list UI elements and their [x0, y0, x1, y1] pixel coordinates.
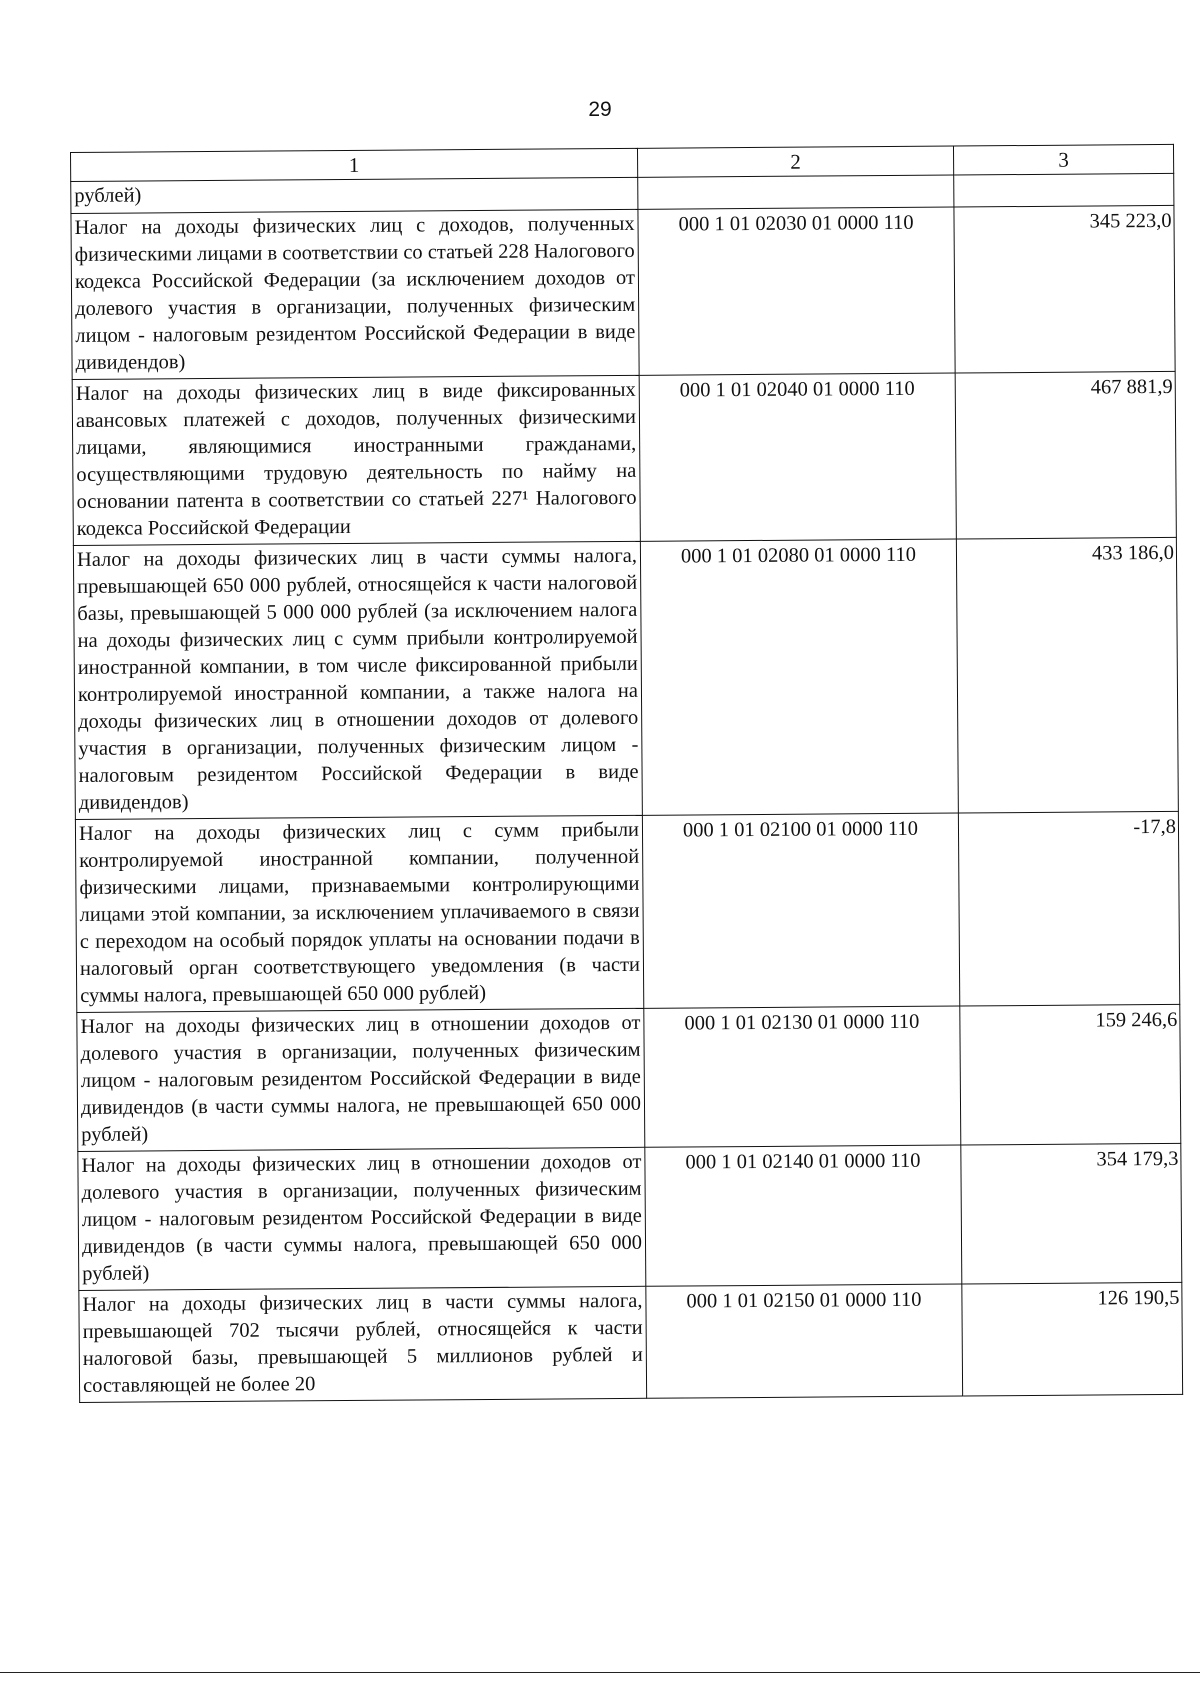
amount-value: 354 179,3 [961, 1143, 1182, 1284]
tax-description: Налог на доходы физических лиц в части суммы налога, превышающей 702 тысячи рублей, относящейся к части налоговой базы, превышающей 5 миллионов рублей и составляющей не более 20 [79, 1286, 647, 1402]
page-number: 29 [588, 98, 612, 121]
amount-value: 467 881,9 [955, 371, 1176, 539]
table-row [77, 1004, 1181, 1151]
table-row [73, 537, 1178, 819]
page-bottom-rule [0, 1672, 1200, 1673]
budget-classification-code: 000 1 01 02080 01 0000 110 [640, 539, 958, 815]
table-row [72, 371, 1176, 545]
revenue-table [70, 144, 1183, 1403]
amount-value: -17,8 [958, 811, 1179, 1006]
column-header-1: 1 [71, 148, 638, 181]
table-row [79, 1282, 1183, 1402]
empty-cell [638, 175, 954, 209]
tax-description: Налог на доходы физических лиц в виде фиксированных авансовых платежей с доходов, полученных физическими лицами, являющимися иностранными гражданами, осуществляющими трудовую деятельность по найму на основании патента в соответствии со статьей 227¹ Налогового кодекса Российской Федерации [72, 375, 640, 545]
tax-description: Налог на доходы физических лиц в части суммы налога, превышающей 650 000 рублей, относящейся к части налоговой базы, превышающей 5 000 000 рублей (за исключением налога на доходы физических лиц с сумм прибыли контролируемой иностранной компании, в том числе фиксированной прибыли контролируемой иностранной компании, а также налога на доходы физических лиц в отношении доходов от долевого участия в организации, полученных физическим лицом - налоговым резидентом Российской Федерации в виде дивидендов) [73, 541, 642, 819]
tax-description: Налог на доходы физических лиц в отношении доходов от долевого участия в организации, полученных физическим лицом - налоговым резидентом Российской Федерации в виде дивидендов (в части суммы налога, превышающей 650 000 рублей) [78, 1147, 646, 1290]
amount-value: 159 246,6 [960, 1004, 1181, 1145]
tax-description: Налог на доходы физических лиц в отношении доходов от долевого участия в организации, полученных физическим лицом - налоговым резидентом Российской Федерации в виде дивидендов (в части суммы налога, не превышающей 650 000 рублей) [77, 1008, 645, 1151]
continuation-text: рублей) [71, 177, 638, 213]
budget-classification-code: 000 1 01 02140 01 0000 110 [645, 1145, 962, 1286]
budget-classification-code: 000 1 01 02150 01 0000 110 [646, 1284, 963, 1398]
column-header-2: 2 [637, 146, 953, 177]
budget-classification-code: 000 1 01 02040 01 0000 110 [639, 373, 956, 541]
column-header-3: 3 [953, 144, 1173, 175]
budget-classification-code: 000 1 01 02130 01 0000 110 [644, 1006, 961, 1147]
amount-value: 433 186,0 [956, 537, 1178, 813]
budget-classification-code: 000 1 01 02030 01 0000 110 [638, 207, 955, 375]
amount-value: 345 223,0 [954, 205, 1175, 373]
budget-classification-code: 000 1 01 02100 01 0000 110 [642, 813, 959, 1008]
amount-value: 126 190,5 [962, 1282, 1183, 1396]
empty-cell [954, 173, 1174, 207]
tax-description: Налог на доходы физических лиц с сумм прибыли контролируемой иностранной компании, полученной физическими лицами, признаваемыми контролирующими лицами этой компании, за исключением уплачиваемого в связи с переходом на особый порядок уплаты на основании подачи в налоговый орган соответствующего уведомления (в части суммы налога, превышающей 650 000 рублей) [75, 815, 643, 1012]
tax-description: Налог на доходы физических лиц с доходов, полученных физическими лицами в соответствии со статьей 228 Налогового кодекса Российской Федерации (за исключением доходов от долевого участия в организации, полученных физическим лицом - налоговым резидентом Российской Федерации в виде дивидендов) [71, 209, 639, 379]
table-row [78, 1143, 1182, 1290]
table-row [75, 811, 1179, 1012]
table-row [71, 205, 1175, 379]
